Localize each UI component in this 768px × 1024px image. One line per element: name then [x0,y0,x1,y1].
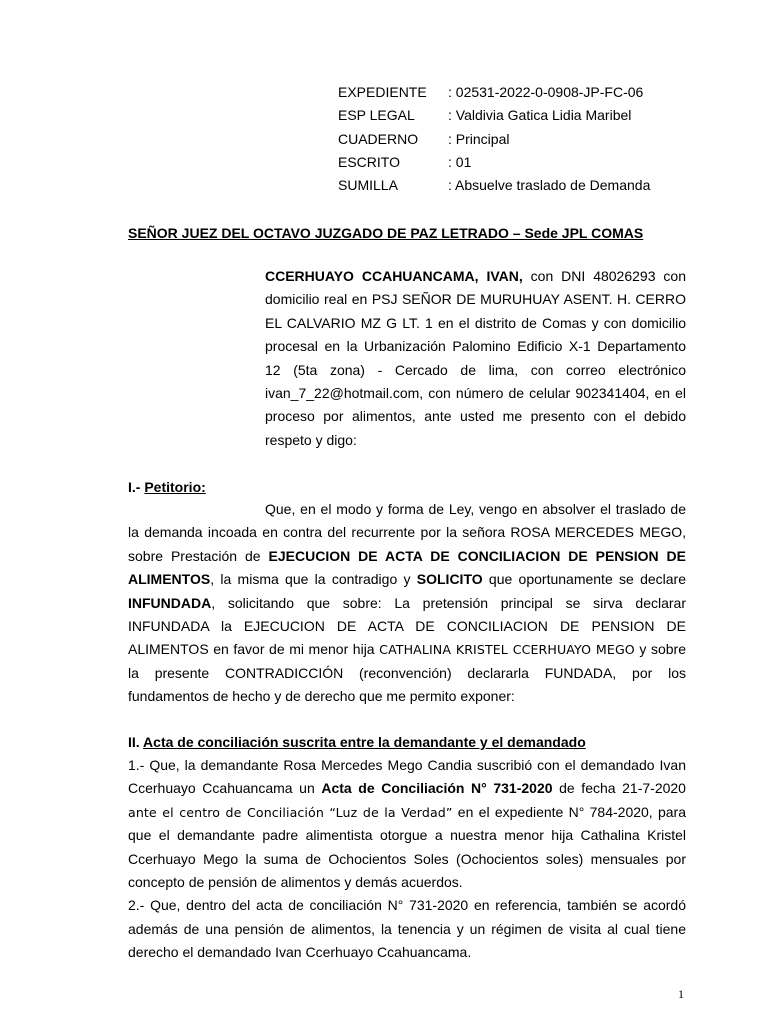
header-value: : Absuelve traslado de Demanda [448,177,651,194]
child-name: CATHALINA KRISTEL CCERHUAYO MEGO [379,642,635,658]
header-value: : Valdivia Gatica Lidia Maribel [448,107,632,124]
acta-bold: Acta de Conciliación N° 731-2020 [321,780,553,797]
header-value: : 01 [448,153,472,170]
petitorio-part: que oportunamente se declare [482,571,686,588]
header-value: : 02531-2022-0-0908-JP-FC-06 [448,84,644,100]
acta-part: 1.- Que, la demandante Rosa Mercedes Mego Candia suscribió con el demandado Ivan Ccerhuayo Ccahuancama un [128,757,686,797]
conciliation-center: ante el centro de Conciliación “Luz de la Verdad” [128,804,453,820]
intro-paragraph [265,265,686,452]
acta-paragraph-2: 2.- Que, dentro del acta de conciliación N° 731-2020 en referencia, también se acordó además de una pensión de alimentos, la tenencia y un régimen de visita al cual tiene derecho el demandado Ivan Ccerhuayo Ccahuancama. [128,897,686,961]
party-name: CCERHUAYO CCAHUANCAMA, IVAN, [265,268,523,284]
header-row-escrito [338,151,698,174]
header-key: CUADERNO [338,130,419,147]
petitorio-paragraph [128,498,686,709]
petitorio-bold: SOLICITO [416,571,483,588]
section-number: I.- [128,479,141,495]
header-value: : Principal [448,130,510,147]
intro-text [265,265,686,452]
petitorio-part: , la misma que la contradigo y [210,571,417,588]
header-row-esp-legal [338,104,698,127]
section-heading-acta [128,731,688,754]
case-header [338,81,698,197]
acta-section-body [128,754,686,965]
header-key: SUMILLA [338,177,398,194]
petitorio-bold: INFUNDADA [128,594,212,611]
petitorio-bold: EJECUCION DE ACTA DE CONCILIACION DE PENSION DE ALIMENTOS [128,547,686,588]
acta-part: de fecha 21-7-2020 [552,780,686,797]
section-number: II. [128,734,140,750]
header-row-sumilla [338,174,698,197]
petitorio-part: Que, en el modo y forma de Ley, vengo en absolver el traslado de la demanda incoada en contra del recurrente por la señora ROSA MERCEDES MEGO, sobre Prestación de [128,501,686,564]
header-key: EXPEDIENTE [338,84,427,100]
header-key: ESCRITO [338,153,400,170]
petitorio-text [128,498,686,709]
petitorio-part: , solicitando que sobre: La pretensión principal se sirva declarar INFUNDADA la EJECUCION DE ACTA DE CONCILIACION DE PENSION DE ALIMENTOS en favor de mi menor hija [128,594,686,658]
addressee-line: SEÑOR JUEZ DEL OCTAVO JUZGADO DE PAZ LETRADO – Sede JPL COMAS [128,225,644,241]
header-row-expediente [338,81,698,104]
petitorio-part: y sobre la presente CONTRADICCIÓN (reconvención) declararla FUNDADA, por los fundamentos de hecho y de derecho que me permito exponer: [128,641,686,705]
section-title: Petitorio: [144,479,206,495]
header-row-cuaderno [338,128,698,151]
acta-part: en el expediente N° 784-2020, para que el demandante padre alimentista otorgue a nuestra menor hija Cathalina Kristel Ccerhuayo Mego la suma de Ochocientos Soles (Ochocientos soles) mensuales por concepto de pensión de alimentos y demás acuerdos. [128,803,687,891]
intro-body: con DNI 48026293 con domicilio real en PSJ SEÑOR DE MURUHUAY ASENT. H. CERRO EL CALVARIO MZ G LT. 1 en el distrito de Comas y con domicilio procesal en la Urbanización Palomino Edificio X-1 Departamento 12 (5ta zona) - Cercado de lima, con correo electrónico ivan_7_22@hotmail.com, con número de celular 902341404, en el proceso por alimentos, ante usted me presento con el debido respeto y digo: [265,268,686,448]
section-heading-petitorio [128,476,688,499]
page-number: 1 [678,987,684,1001]
header-key: ESP LEGAL [338,107,415,124]
section-title: Acta de conciliación suscrita entre la demandante y el demandado [143,734,586,750]
acta-paragraph-1 [128,754,686,894]
